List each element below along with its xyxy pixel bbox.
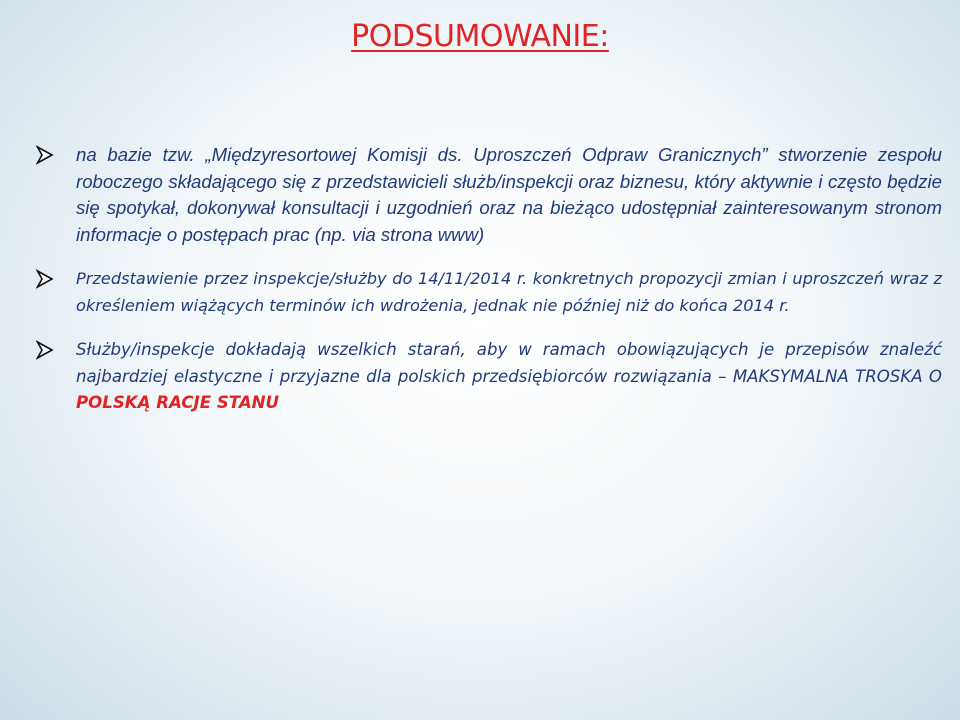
arrowhead-bullet-icon (36, 340, 54, 360)
bullet-item-2 (36, 266, 942, 319)
bullet-list (36, 142, 942, 417)
bullet-item-3 (36, 337, 942, 417)
slide-title: PODSUMOWANIE: (351, 19, 609, 54)
bullet-text: Przedstawienie przez inspekcje/służby do 14/11/2014 r. konkretnych propozycji zmian i uproszczeń wraz z określeniem wiążących terminów ich wdrożenia, jednak nie później niż do końca 2014 r. (76, 269, 942, 315)
highlight-text: POLSKĄ RACJE STANU (76, 393, 280, 412)
bullet-item-1 (36, 142, 942, 248)
arrowhead-bullet-icon (36, 269, 54, 289)
bullet-text: na bazie tzw. „Międzyresortowej Komisji ds. Uproszczeń Odpraw Granicznych” stworzenie zespołu roboczego składającego się z przedstawicieli służb/inspekcji oraz biznesu, który aktywnie i często będzie się spotykał, dokonywał konsultacji i uzgodnień oraz na bieżąco udostępniał zainteresowanym stronom informacje o postępach prac (np. via strona www) (76, 144, 942, 245)
arrowhead-bullet-icon (36, 145, 54, 165)
bullet-text: Służby/inspekcje dokładają wszelkich starań, aby w ramach obowiązujących je przepisów znaleźć najbardziej elastyczne i przyjazne dla polskich przedsiębiorców rozwiązania – MAKSYMALNA TROSKA O (76, 340, 942, 386)
